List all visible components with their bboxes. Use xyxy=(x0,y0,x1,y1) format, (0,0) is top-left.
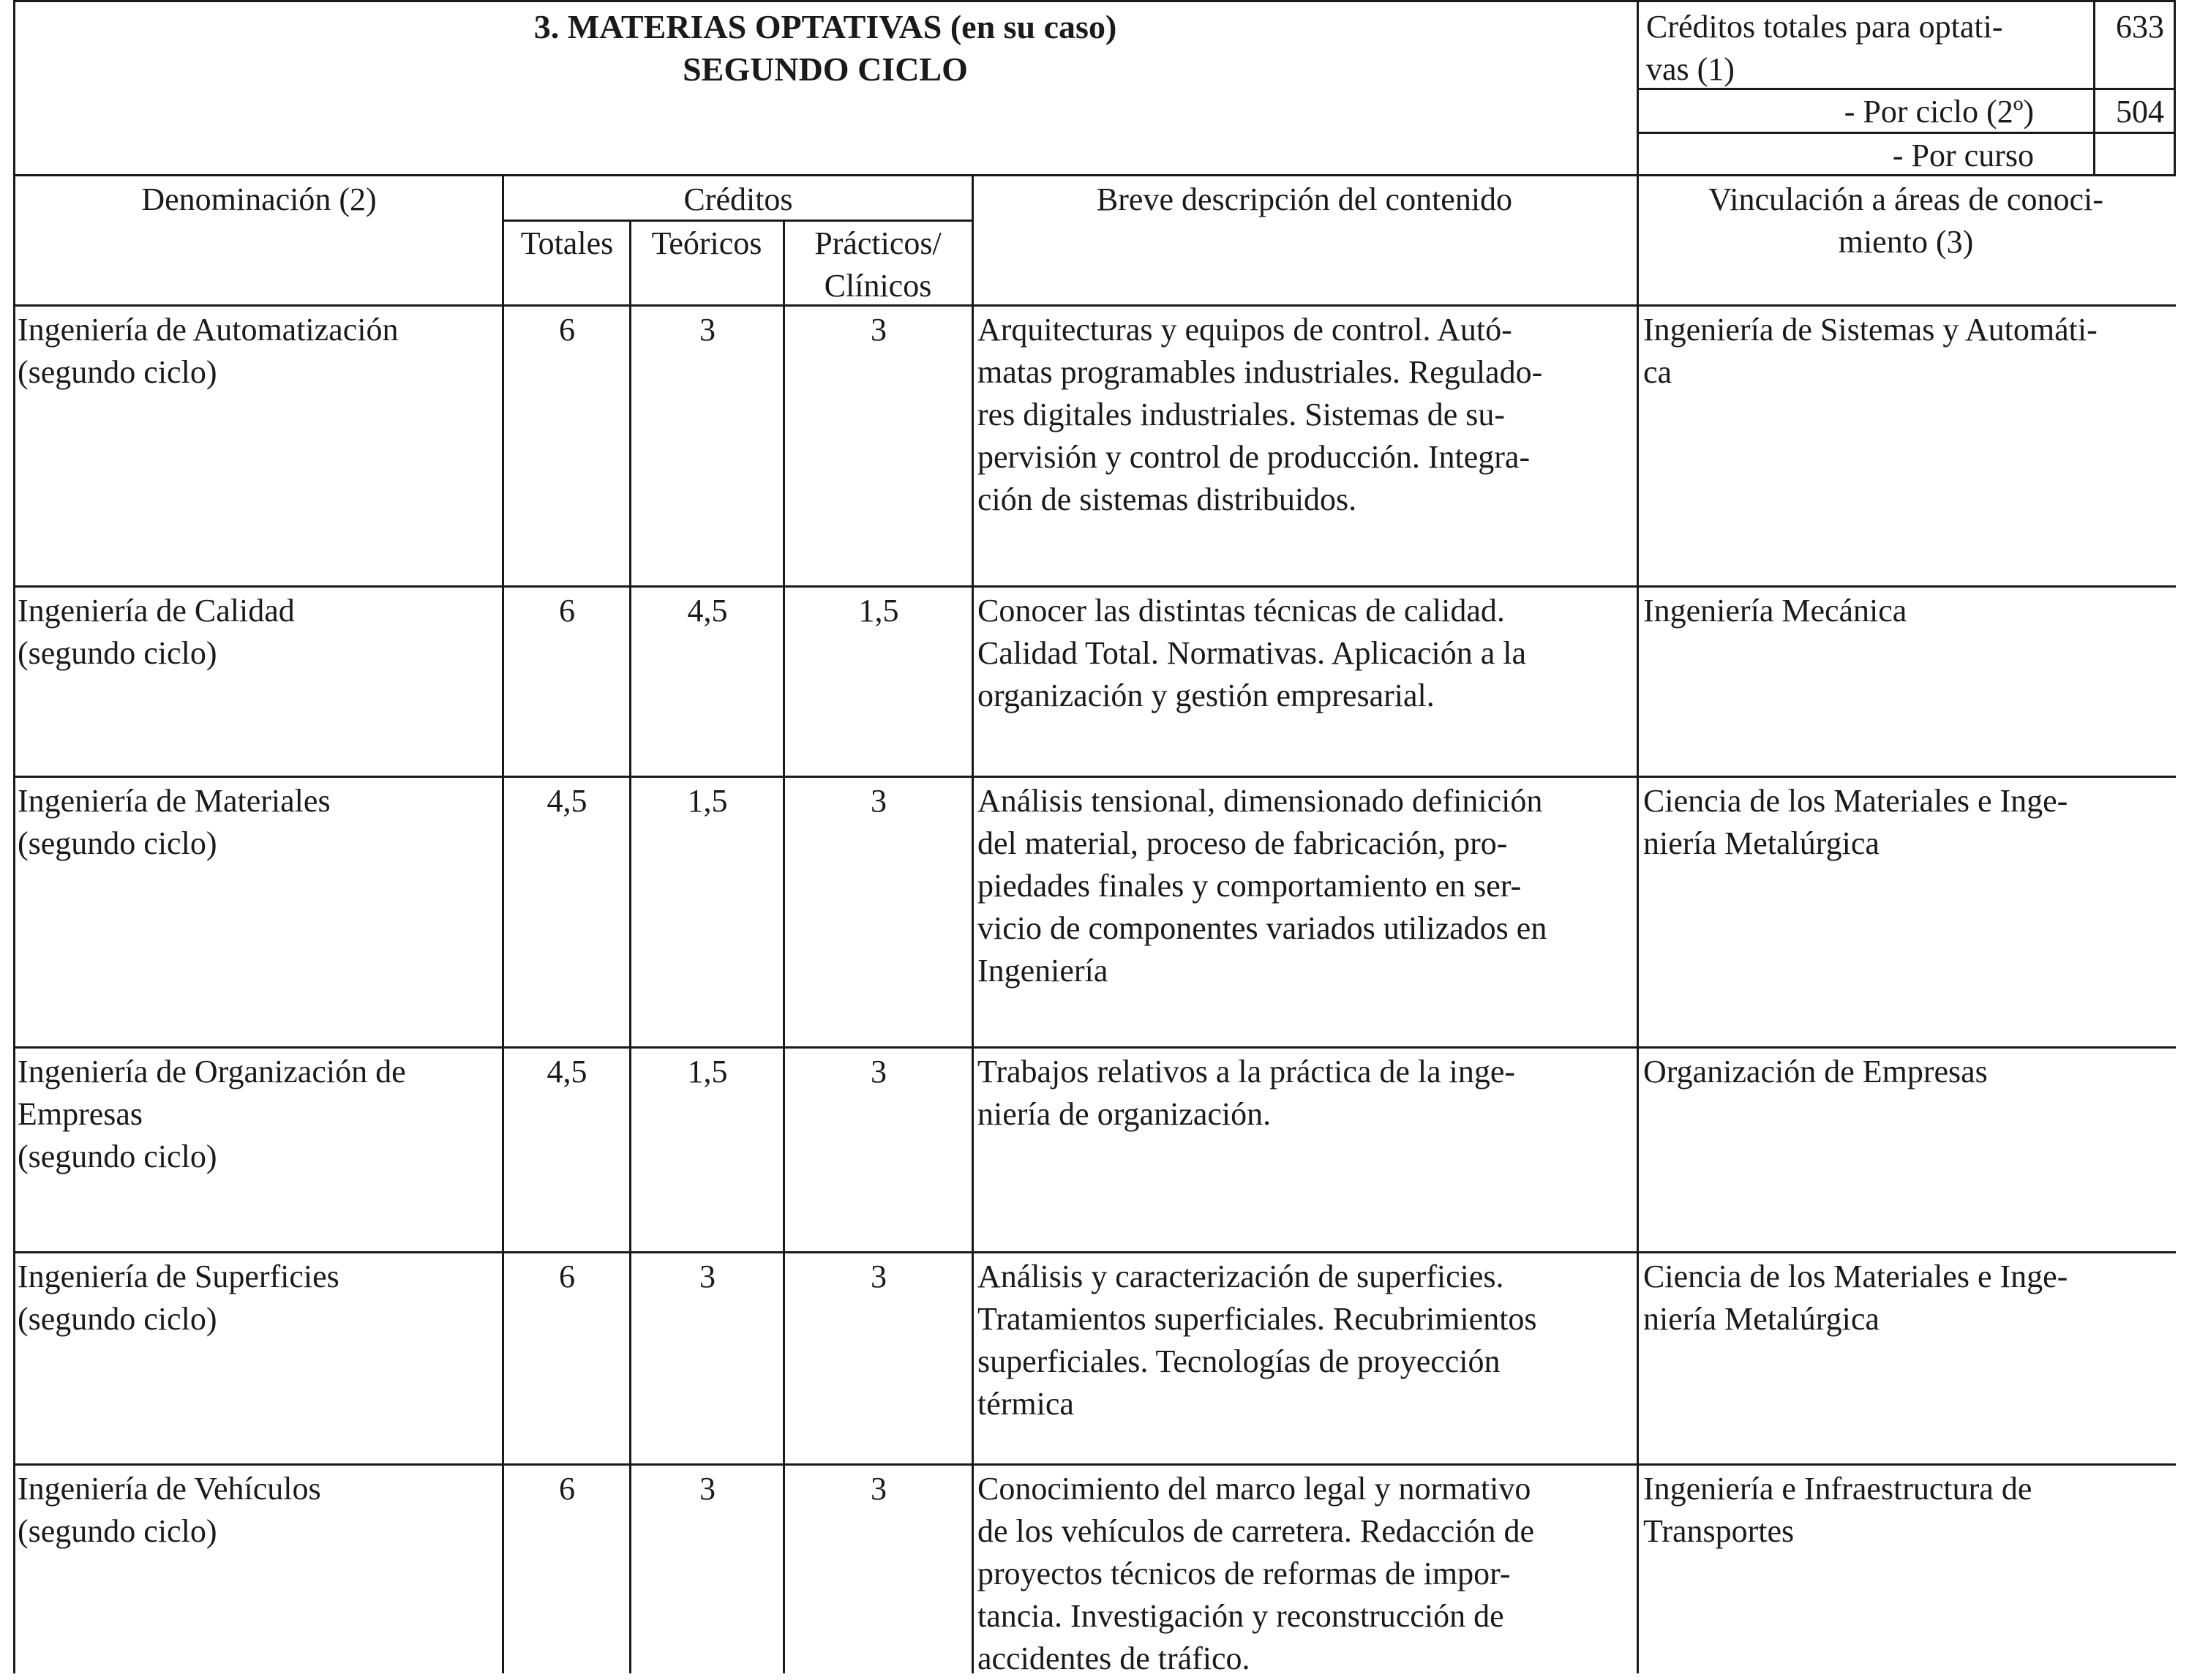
grid-v-descripcion-end xyxy=(1637,174,1639,1673)
left-border xyxy=(13,0,15,1673)
row-2-descripcion: Conocer las distintas técnicas de calidad. Calidad Total. Normativas. Aplicación a la organización y gestión empresarial. xyxy=(977,593,1527,713)
row-3-totales: 4,5 xyxy=(547,783,587,819)
grid-v-totales-teoricos xyxy=(629,220,631,1673)
row-2-practicos: 1,5 xyxy=(858,593,899,629)
col-vinculacion: Vinculación a áreas de conoci- miento (3) xyxy=(1708,181,2103,260)
row-5-name: Ingeniería de Superficies (segundo ciclo) xyxy=(18,1259,339,1337)
row-separator-5 xyxy=(13,1463,2176,1466)
por-curso-label: - Por curso xyxy=(1892,138,2034,173)
top-border xyxy=(13,0,2176,2)
row-6-practicos: 3 xyxy=(871,1471,887,1507)
grid-v-creditos-end xyxy=(972,174,974,1673)
col-practicos: Prácticos/ Clínicos xyxy=(814,225,942,304)
row-2-teoricos: 4,5 xyxy=(687,593,728,629)
row-5-practicos: 3 xyxy=(871,1259,887,1294)
row-separator-3 xyxy=(13,1046,2176,1049)
row-5-area: Ciencia de los Materiales e Inge- niería Metalúrgica xyxy=(1643,1259,2068,1337)
col-denominacion: Denominación (2) xyxy=(141,181,377,217)
row-1-descripcion: Arquitecturas y equipos de control. Autó- matas programables industriales. Regulado- res digitales industriales. Sistemas de su- pervisión y control de producción. Integra- ción de sistemas distribuidos. xyxy=(977,312,1543,517)
row-3-teoricos: 1,5 xyxy=(687,783,728,819)
por-ciclo-label: - Por ciclo (2º) xyxy=(1844,94,2034,130)
row-1-teoricos: 3 xyxy=(699,312,716,348)
section-title xyxy=(13,6,1637,91)
row-4-name: Ingeniería de Organización de Empresas (segundo ciclo) xyxy=(18,1054,406,1174)
total-credits-value: 633 xyxy=(2116,9,2164,45)
row-6-area: Ingeniería e Infraestructura de Transportes xyxy=(1643,1471,2032,1549)
row-4-area: Organización de Empresas xyxy=(1643,1054,1988,1090)
row-3-descripcion: Análisis tensional, dimensionado definición del material, proceso de fabricación, pro- piedades finales y comportamiento en ser- vicio de componentes variados utilizados en Ingeniería xyxy=(977,783,1547,989)
row-1-name: Ingeniería de Automatización (segundo ciclo) xyxy=(18,312,399,390)
row-2-area: Ingeniería Mecánica xyxy=(1643,593,1907,629)
row-1-area: Ingeniería de Sistemas y Automáti- ca xyxy=(1643,312,2098,390)
row-5-teoricos: 3 xyxy=(699,1259,716,1294)
row-2-totales: 6 xyxy=(559,593,575,629)
row-3-practicos: 3 xyxy=(871,783,887,819)
row-5-descripcion: Análisis y caracterización de superficies. Tratamientos superficiales. Recubrimientos superficiales. Tecnologías de proyección térmica xyxy=(977,1259,1537,1422)
col-totales: Totales xyxy=(520,225,614,261)
grid-v-teoricos-practicos xyxy=(783,220,785,1673)
row-4-teoricos: 1,5 xyxy=(687,1054,728,1090)
section-title-line1: 3. MATERIAS OPTATIVAS (en su caso) xyxy=(533,8,1117,45)
grid-v-creditos-start xyxy=(502,174,504,1673)
row-4-totales: 4,5 xyxy=(547,1054,587,1090)
total-credits-label: Créditos totales para optati- vas (1) xyxy=(1646,9,2003,87)
row-1-totales: 6 xyxy=(559,312,575,348)
row-5-totales: 6 xyxy=(559,1259,575,1294)
por-ciclo-value: 504 xyxy=(2116,94,2164,130)
row-4-descripcion: Trabajos relativos a la práctica de la inge- niería de organización. xyxy=(977,1054,1516,1132)
grid-h-creditos-sub xyxy=(502,220,974,222)
section-title-line2: SEGUNDO CICLO xyxy=(683,50,968,88)
row-4-practicos: 3 xyxy=(871,1054,887,1090)
grid-h-header-bottom xyxy=(13,304,2176,307)
col-creditos: Créditos xyxy=(683,181,793,217)
row-6-descripcion: Conocimiento del marco legal y normativo de los vehículos de carretera. Redacción de proyectos técnicos de reformas de impor- tancia. Investigación y reconstrucción de accidentes de tráfico. xyxy=(977,1471,1535,1676)
row-3-area: Ciencia de los Materiales e Inge- niería Metalúrgica xyxy=(1643,783,2068,861)
row-3-name: Ingeniería de Materiales (segundo ciclo) xyxy=(18,783,331,861)
optional-subjects-document xyxy=(13,0,2176,1676)
row-6-name: Ingeniería de Vehículos (segundo ciclo) xyxy=(18,1471,321,1549)
row-2-name: Ingeniería de Calidad (segundo ciclo) xyxy=(18,593,295,671)
row-separator-1 xyxy=(13,585,2176,588)
row-1-practicos: 3 xyxy=(871,312,887,348)
row-6-totales: 6 xyxy=(559,1471,575,1507)
row-separator-4 xyxy=(13,1251,2176,1253)
row-separator-2 xyxy=(13,776,2176,778)
row-6-teoricos: 3 xyxy=(699,1471,716,1507)
col-teoricos: Teóricos xyxy=(651,225,762,261)
col-descripcion: Breve descripción del contenido xyxy=(1096,181,1513,217)
